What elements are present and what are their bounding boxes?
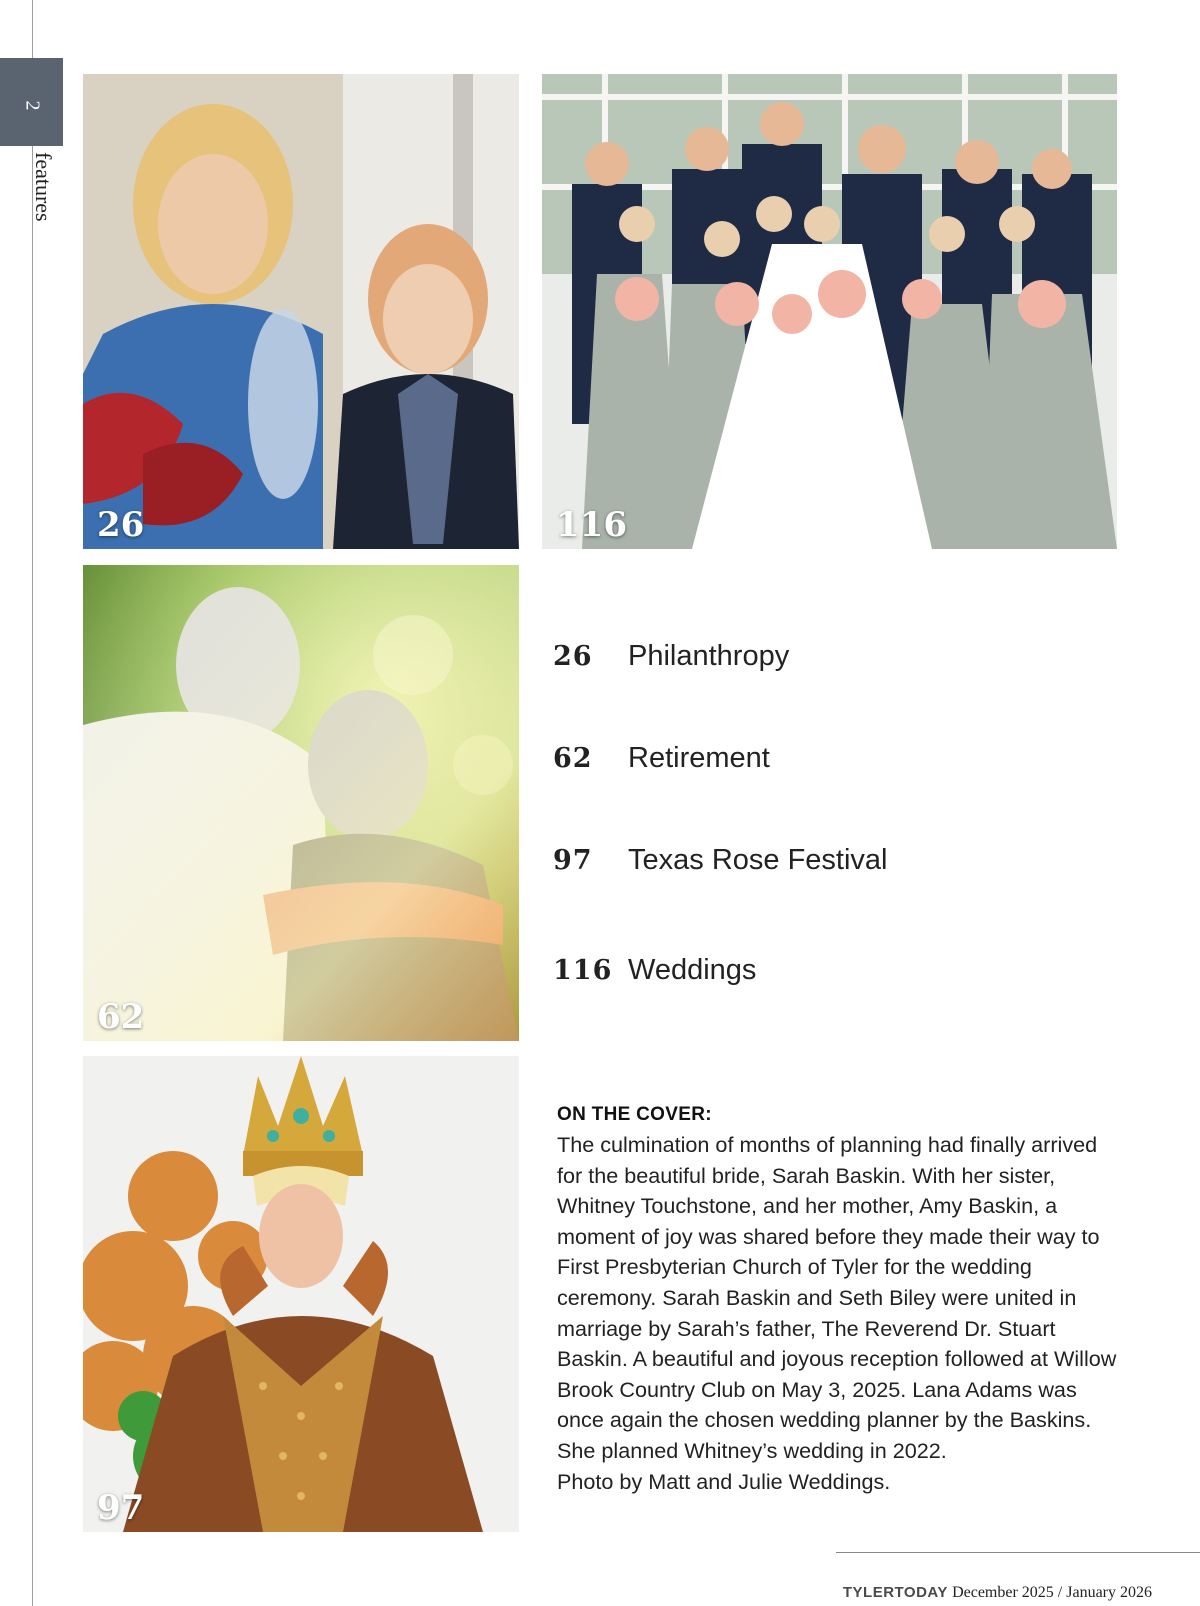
- toc-title: Philanthropy: [628, 640, 790, 672]
- magazine-name: TYLERTODAY: [842, 1584, 948, 1601]
- philanthropy-image: [83, 74, 519, 549]
- cover-heading: ON THE COVER:: [557, 1104, 712, 1125]
- footer-rule: [836, 1552, 1200, 1553]
- rose-festival-image: [83, 1056, 519, 1532]
- photo-page-number: 62: [97, 997, 145, 1037]
- section-name: features: [31, 152, 56, 222]
- toc-title: Weddings: [628, 954, 757, 986]
- photo-credit: Photo by Matt and Julie Weddings.: [557, 1468, 891, 1494]
- footer: [843, 1584, 1152, 1602]
- photo-page-number: 26: [97, 505, 145, 545]
- toc-item[interactable]: [553, 954, 756, 987]
- toc-page-number: 62: [553, 743, 593, 774]
- toc-item[interactable]: [553, 844, 888, 877]
- toc-title: Texas Rose Festival: [628, 844, 888, 876]
- section-label: [32, 152, 54, 242]
- photo-philanthropy[interactable]: [83, 74, 519, 549]
- cover-description: The culmination of months of planning had finally arrived for the beautiful bride, Sarah Baskin. With her sister, Whitney Touchstone, and her mother, Amy Baskin, a moment of joy was shared before they made their way to First Presbyterian Church of Tyler for the wedding ceremony. Sarah Baskin and Seth Biley were united in marriage by Sarah’s father, The Reverend Dr. Stuart Baskin. A beautiful and joyous reception followed at Willow Brook Country Club on May 3, 2025. Lana Adams was once again the chosen wedding planner by the Baskins. She planned Whitney’s wedding in 2022.: [557, 1132, 1117, 1463]
- toc-page-number: 26: [553, 641, 593, 672]
- photo-rose-festival[interactable]: [83, 1056, 519, 1532]
- photo-weddings[interactable]: [542, 74, 1117, 549]
- photo-retirement[interactable]: [83, 565, 519, 1041]
- toc-item[interactable]: [553, 742, 770, 775]
- toc-page-number: 97: [553, 845, 593, 876]
- toc-page-number: 116: [553, 955, 613, 986]
- photo-page-number: 116: [556, 505, 627, 545]
- photo-page-number: 97: [97, 1488, 145, 1528]
- cover-caption: [557, 1104, 1117, 1497]
- page-number: 2: [21, 100, 43, 111]
- weddings-image: [542, 74, 1117, 549]
- toc-item[interactable]: [553, 640, 789, 673]
- toc-title: Retirement: [628, 742, 770, 774]
- page-number-tab: [0, 58, 63, 146]
- retirement-image: [83, 565, 519, 1041]
- issue-date: December 2025 / January 2026: [952, 1584, 1152, 1601]
